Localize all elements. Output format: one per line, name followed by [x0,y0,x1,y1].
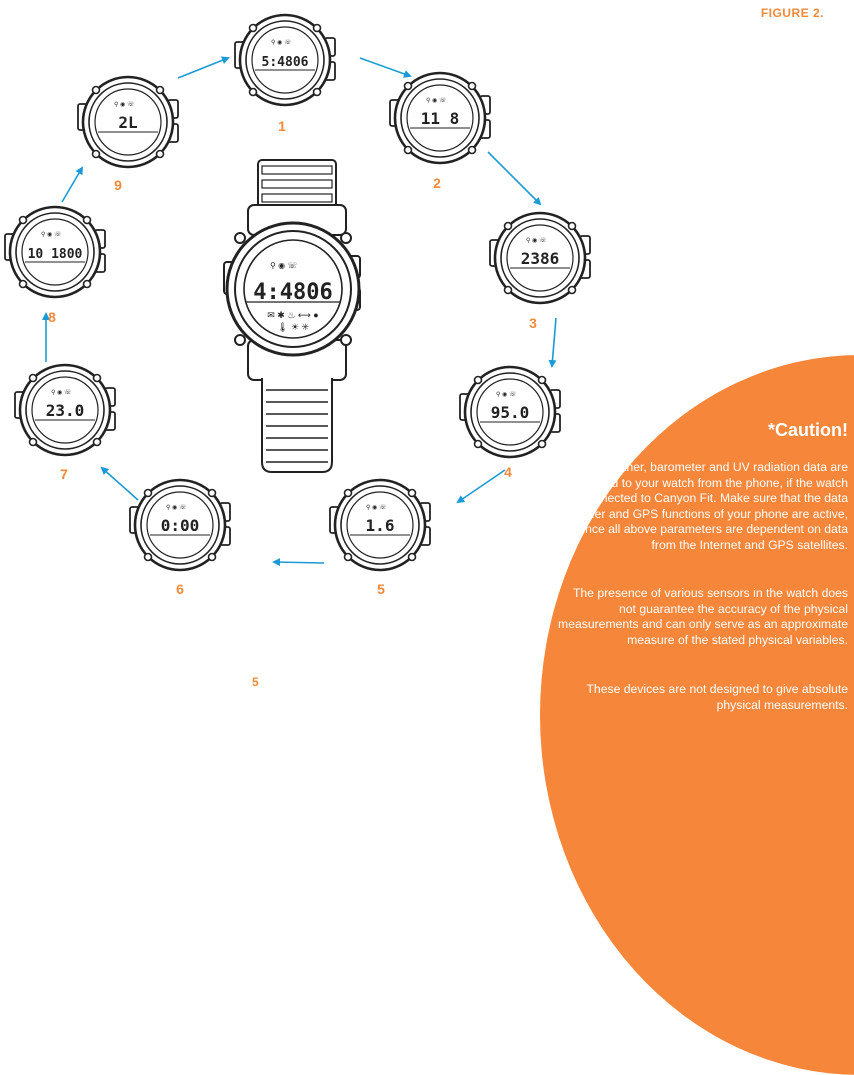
flow-arrow-9 [178,58,228,78]
watch-6 [130,480,230,570]
watch-number-8: 8 [48,309,56,325]
svg-text:⚲ ◉ ☏: ⚲ ◉ ☏ [366,505,387,511]
main-watch [224,160,360,472]
watch-number-3: 3 [529,315,537,331]
caution-title: *Caution! [768,420,848,440]
svg-text:⚲ ◉ ☏: ⚲ ◉ ☏ [166,505,187,511]
watch-3-display: 2386 [520,249,560,268]
watch-4-display: 95.0 [490,403,530,422]
watch-7 [15,365,115,455]
svg-text:⚲ ◉ ☏: ⚲ ◉ ☏ [271,40,292,46]
watch-9 [78,77,178,167]
flow-arrow-5 [274,562,324,563]
flow-arrow-2 [488,152,540,204]
caution-paragraph-1: Weather, barometer and UV radiation data are transferred to your watch from the phone, if the watch is connected to Canyon Fit. Make sure that the data transfer and GPS functions of your phone are active, since all above parameters are dependent on data from the Internet and GPS satellites. [559,460,848,552]
watch-3 [490,213,590,303]
watch-number-1: 1 [278,118,286,134]
watch-6-display: 0:00 [160,516,200,535]
caution-paragraph-2: The presence of various sensors in the watch does not guarantee the accuracy of the physical measurements and can only serve as an approximate measure of the stated physical variables. [558,586,848,647]
svg-text:⚲ ◉ ☏: ⚲ ◉ ☏ [426,98,447,104]
watch-number-2: 2 [433,175,441,191]
watch-2 [390,73,490,163]
svg-text:✉ ✱ ♨ ⟷ ●: ✉ ✱ ♨ ⟷ ● [267,310,319,320]
watch-7-display: 23.0 [45,401,85,420]
flow-arrow-1 [360,58,410,76]
watch-8-display: 10 1800 [27,247,83,262]
watch-8 [5,207,105,297]
watch-4 [460,367,560,457]
svg-text:⚲ ◉ ☏: ⚲ ◉ ☏ [496,392,517,398]
flow-arrow-8 [62,168,82,202]
watch-1 [235,15,335,105]
watch-number-7: 7 [60,466,68,482]
watch-number-9: 9 [114,177,122,193]
main-watch-time: 4:4806 [253,280,333,305]
page-number: 5 [252,675,259,689]
watch-number-4: 4 [504,464,512,480]
watch-2-display: 11 8 [420,109,460,128]
flow-arrow-3 [552,318,556,366]
figure-label: FIGURE 2. [760,6,824,20]
caution-paragraph-3: These devices are not designed to give absolute physical measurements. [586,682,848,712]
watch-9-display: 2L [118,113,138,132]
watch-5-display: 1.6 [365,516,395,535]
svg-text:⚲ ◉ ☏: ⚲ ◉ ☏ [270,261,298,270]
svg-text:⚲ ◉ ☏: ⚲ ◉ ☏ [51,390,72,396]
watch-5 [330,480,430,570]
watch-1-display: 5:4806 [261,55,309,70]
svg-text:⚲ ◉ ☏: ⚲ ◉ ☏ [41,232,62,238]
svg-text:🌡 ☀ ✳: 🌡 ☀ ✳ [276,322,310,332]
svg-text:⚲ ◉ ☏: ⚲ ◉ ☏ [526,238,547,244]
flow-arrow-6 [102,468,138,500]
watch-number-6: 6 [176,581,184,597]
watch-number-5: 5 [377,581,385,597]
svg-text:⚲ ◉ ☏: ⚲ ◉ ☏ [114,102,135,108]
